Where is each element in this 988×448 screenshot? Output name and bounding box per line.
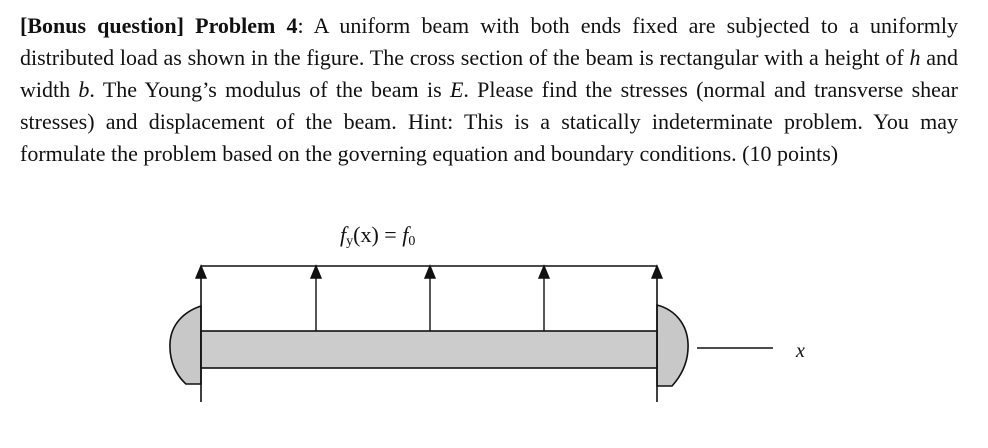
load-label: $f_y(x) = f_0$	[340, 222, 416, 249]
load-arrows	[196, 266, 662, 331]
load-arrow-head	[311, 266, 321, 278]
var-E: E	[449, 77, 464, 102]
load-arrow-head	[539, 266, 549, 278]
right-fixed-support	[657, 305, 688, 386]
left-fixed-support	[170, 306, 201, 384]
problem-heading: [Bonus question] Problem 4	[20, 13, 298, 38]
problem-text-1: A uniform beam with both ends fixed are subjected to a uniformly distributed load as shown in the figure. The cross section of the beam is rectangular with a height of	[20, 13, 959, 70]
var-h: h	[909, 45, 921, 70]
beam	[201, 331, 657, 368]
problem-text-2: and width	[20, 45, 958, 102]
load-arrow-head	[425, 266, 435, 278]
load-arrow-head	[196, 266, 206, 278]
load-arrow-head	[652, 266, 662, 278]
x-axis-label: x	[796, 340, 805, 362]
problem-statement: [Bonus question] Problem 4: A uniform beam with both ends fixed are subjected to a uniformly distributed load as shown in the figure. The cross section of the beam is rectangular with a height of h and width b. The Young’s modulus of the beam is E. Please find the stresses (normal and transverse shear stresses) and displacement of the beam. Hint: This is a statically indeterminate problem. You may formulate the problem based on the governing equation and boundary conditions. (10 points)	[20, 13, 959, 166]
problem-text-3: . The Young’s modulus of the beam is	[89, 77, 450, 102]
var-b: b	[78, 77, 90, 102]
problem-text-4: . Please find the stresses (normal and transverse shear stresses) and displacement of the beam. Hint: This is a statically indeterminate problem. You may formulate the problem based on the governing equation and boundary conditions. (10 points)	[20, 77, 958, 166]
